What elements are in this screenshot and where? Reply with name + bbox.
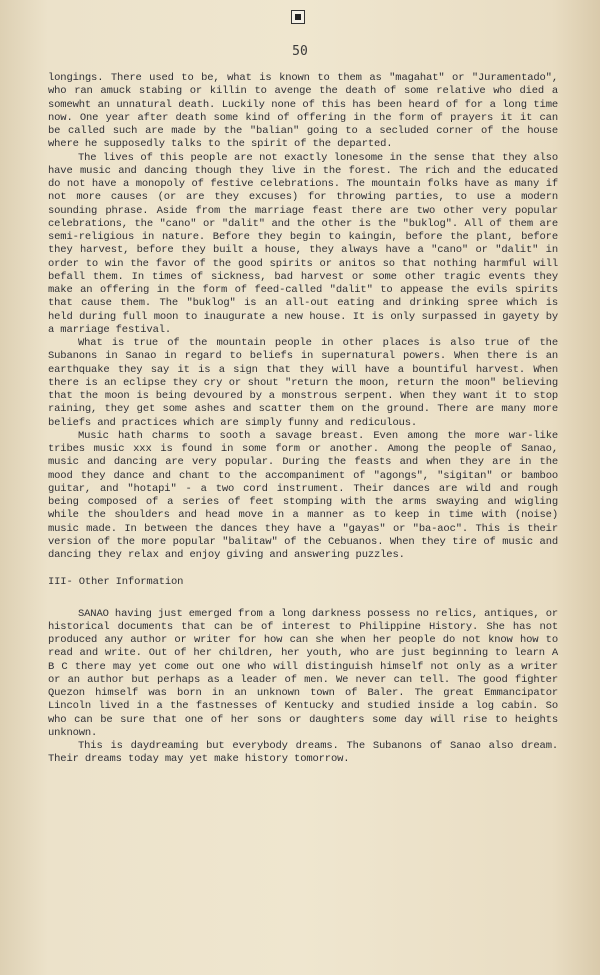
section-heading: III- Other Information: [48, 576, 184, 589]
paragraph: What is true of the mountain people in other places is also true of the Subanons in Sanao in regard to beliefs in supernatural powers. When there is an earthquake they say it is a sign that they will have a bountiful harvest. When there is an eclipse they cry or shout "return the moon, return the moon" believing that the moon is being devoured by a monstrous serpent. When they want it to stop raining, they get some ashes and scatter them on the ground. There are many more beliefs and practices which are simply funny and rediculous.: [48, 337, 558, 429]
paragraph: longings. There used to be, what is known to them as "magahat" or "Juramentado", who ran amuck stabing or killin to avenge the death of some relative who died a somewht an unnatural death. Luckily none of this has been heard of for a long time now. One year after death some kind of offering in the form of prayers it it can be called such are made by the "balian" going to a secluded corner of the house where he supposedly talks to the spirit of the departed.: [48, 72, 558, 151]
document-body: [48, 72, 558, 767]
paragraph: This is daydreaming but everybody dreams. The Subanons of Sanao also dream. Their dreams today may yet make history tomorrow.: [48, 740, 558, 766]
paragraph: SANAO having just emerged from a long darkness possess no relics, antiques, or historical documents that can be of interest to Philippine History. She has not produced any author or writer for how can she when her people do not know how to read and write. Out of her children, her youth, who are just beginning to learn A B C there may yet come out one who will distinguish himself not only as a writer or an author but perhaps as a leader of men. We never can tell. The good fighter Quezon himself was born in an unknown town of Baler. The great Emmancipator Lincoln lived in a the fastnesses of Kentucky and studied inside a log cabin. So who can be sure that one of her sons or daughters some day will rise to heights unknown.: [48, 607, 558, 739]
paragraph: The lives of this people are not exactly lonesome in the sense that they also have music and dancing though they live in the forest. The rich and the educated do not have a monopoly of festive celebrations. The mountain folks have as many if not more causes (or are they excuses) for throwing parties, to use a modern sounding phrase. Aside from the marriage feast there are two other very popular celebrations, the "cano" or "dalit" and the other is the "buklog". All of them are semi-religious in nature. Before they begin to kaingin, before the plant, before they harvest, before they built a house, they always have a "cano" or "dalit" in order to win the favor of the good spirits or anitos so that nothing harmful will befall them. In times of sickness, bad harvest or some other tragic events they make an offering in the form of feed-called "dalit" to appease the evils spirits that cause them. The "buklog" is an all-out eating and drinking spree which is held during full moon to inaugurate a new house. It is only surpassed in gayety by a marriage festival.: [48, 151, 558, 336]
scan-marker-icon: [291, 10, 305, 24]
page-number: 50: [292, 44, 308, 59]
paragraph: Music hath charms to sooth a savage breast. Even among the more war-like tribes music xxx is found in some form or another. Among the people of Sanao, music and dancing are very popular. During the feasts and when they are in the mood they dance and chant to the accompaniment of "agongs", "sigitan" or bamboo guitar, and "hotapi" - a two cord instrument. Their dances are wild and rough being composed of a series of feet stomping with the arms swaying and wigling while the shoulders and head move in a manner as to keep in time with (noise) music made. In between the dances they have a "gayas" or "ba-aoc". This is their version of the more popular "balitaw" of the Cebuanos. When they tire of music and dancing they relax and enjoy giving and answering puzzles.: [48, 429, 558, 561]
